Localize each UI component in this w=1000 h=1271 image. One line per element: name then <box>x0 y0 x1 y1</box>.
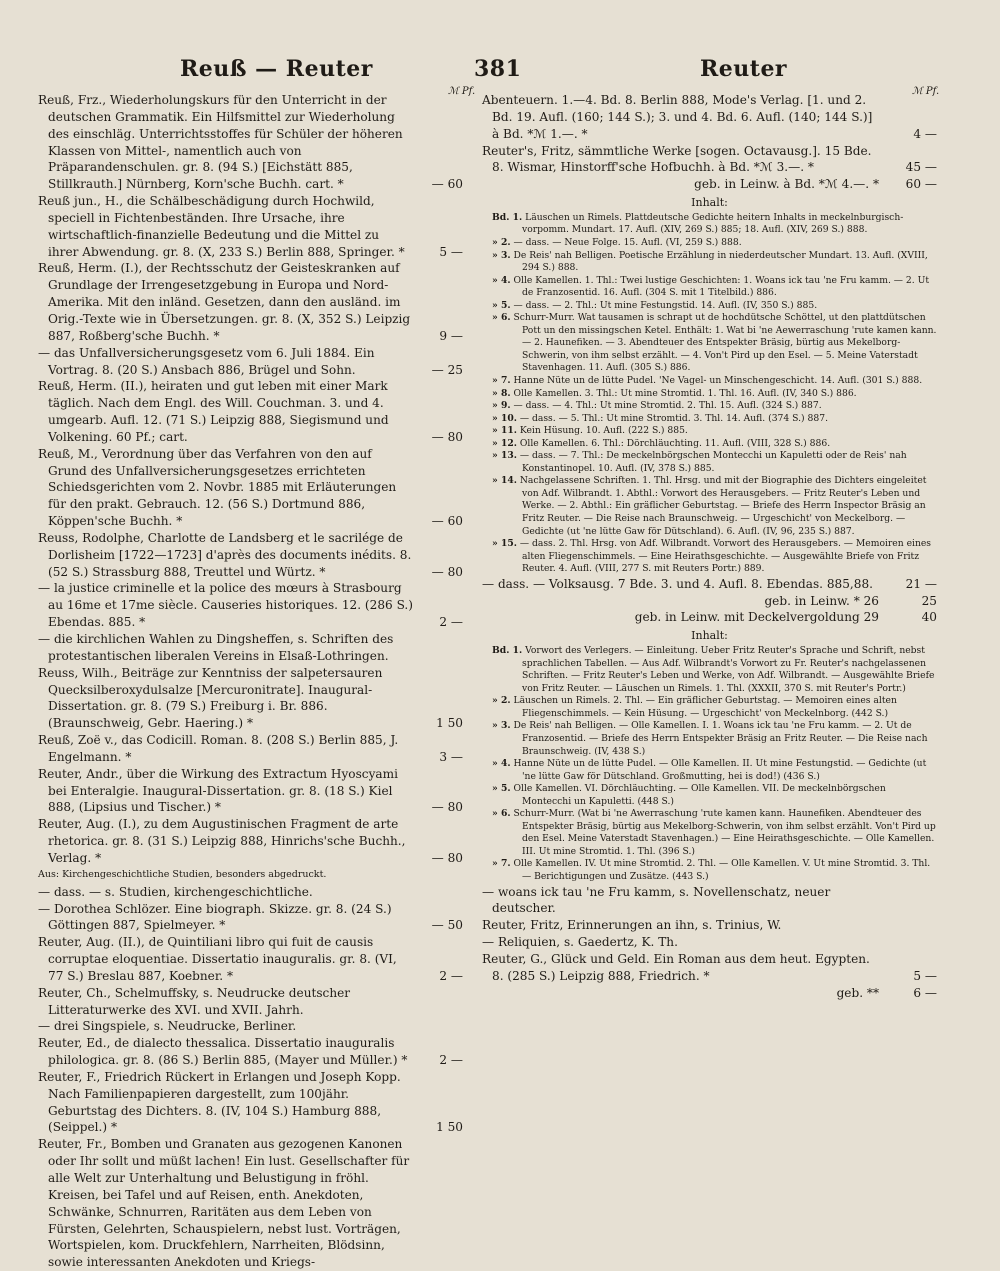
entry: Reuter, Fr., Bomben und Granaten aus gezogenen Kanonen oder Ihr sollt und müßt lachen! Ein lust. Gesellschafter für alle Welt zur Unterhaltung und Belustigung in fröhl. Kreisen, bei Tafel und auf Reisen, enth. Anekdoten, Schwänke, Schnurren, Raritäten aus dem Leben von Fürsten, Gelehrten, Schauspielern, nebst lust. Vorträgen, Wortspielen, kom. Druckfehlern, Narrheiten, Blödsinn, sowie interessanten Anekdoten und Kriegs- <box>38 1137 410 1270</box>
price: 45 — <box>905 160 937 175</box>
price: 1 50 <box>436 1120 463 1135</box>
entry: Reuß jun., H., die Schälbeschädigung durch Hochwild, speciell in Fichtenbeständen. Ihre Ursache, ihre wirtschaftlich-finanzielle Bedeutung und die Mittel zu ihrer Abwendung. gr. 8. (X, 233 S.) Berlin 888, Springer. * 5 — <box>38 194 463 259</box>
entry: Reuter's, Fritz, sämmtliche Werke [sogen. Octavausg.]. 15 Bde. 8. Wismar, Hinstorff'sche Hofbuchh. à Bd. *ℳ 3.—. * 45 — <box>482 143 937 175</box>
volume-item: Bd. 1. Läuschen un Rimels. Plattdeutsche Gedichte heitern Inhalts in meckelnburgisch-vorpomm. Mundart. 17. Aufl. (XIV, 269 S.) 885; 18. Aufl. (XIV, 269 S.) 888. <box>492 211 904 236</box>
volume-item: » 7. Hanne Nüte un de lütte Pudel. 'Ne Vagel- un Minschengeschicht. 14. Aufl. (301 S.) 888. <box>492 375 923 387</box>
price: 40 <box>921 610 937 625</box>
entry: — drei Singspiele, s. Neudrucke, Berliner. <box>38 1019 297 1034</box>
entry: Reuss, Rodolphe, Charlotte de Landsberg et le sacrilége de Dorlisheim [1722—1723] d'après des documents inédits. 8. (52 S.) Strassburg 888, Treuttel und Würtz. * — 80 <box>38 530 463 579</box>
entry: Reuter, Andr., über die Wirkung des Extractum Hyoscyami bei Enteralgie. Inaugural-Dissertation. gr. 8. (18 S.) Kiel 888, (Lipsius und Tischer.) * — 80 <box>38 766 463 815</box>
entry: Reuter, Ch., Schelmuffsky, s. Neudrucke deutscher Litteraturwerke des XVI. und XVII. Jahrh. <box>38 985 351 1017</box>
contents-heading: Inhalt: <box>691 196 728 210</box>
volume-item: » 10. — dass. — 5. Thl.: Ut mine Stromtid. 3. Thl. 14. Aufl. (374 S.) 887. <box>492 412 829 424</box>
price: 1 50 <box>436 716 463 731</box>
left-column <box>38 92 463 1271</box>
volume-item: » 15. — dass. 2. Thl. Hrsg. von Adf. Wilbrandt. Vorwort des Herausgebers. — Memoiren eines alten Fliegenschimmels. — Eine Heirathsgeschichte. — Ausgewählte Briefe von Fritz Reuter. 4. Aufl. (VIII, 277 S. mit Reuters Portr.) 889. <box>492 538 932 575</box>
price: 60 — <box>905 177 937 192</box>
entry: geb. in Leinw. à Bd. *ℳ 4.—. * 60 — <box>694 177 937 192</box>
volume-item: » 2. — dass. — Neue Folge. 15. Aufl. (VI, 259 S.) 888. <box>492 237 742 248</box>
entry: — la justice criminelle et la police des mœurs à Strasbourg au 16me et 17me siècle. Causeries historiques. 12. (286 S.) Ebendas. 885. * 2 — <box>38 581 463 630</box>
contents-heading: Inhalt: <box>691 629 728 643</box>
price: 3 — <box>439 749 463 764</box>
entry: geb. in Leinw. * 26 25 <box>764 593 937 608</box>
price: — 80 <box>431 564 463 579</box>
entry: — das Unfallversicherungsgesetz vom 6. Juli 1884. Ein Vortrag. 8. (20 S.) Ansbach 886, Brügel und Sohn. — 25 <box>38 345 463 377</box>
entry: Reuß, Frz., Wiederholungskurs für den Unterricht in der deutschen Grammatik. Ein Hilfsmittel zur Wiederholung des einschläg. Unterrichtsstoffes für Schüler der höheren Klassen von Mittel-, namentlich auch von Präparandenschulen. gr. 8. (94 S.) [Eichstätt 885, Stillkrauth.] Nürnberg, Korn'sche Buchh. cart. * — 60 <box>38 93 463 192</box>
entry: — woans ick tau 'ne Fru kamm, s. Novellenschatz, neuer deutscher. <box>482 884 831 916</box>
right-column <box>482 92 937 1001</box>
price: 2 — <box>439 615 463 630</box>
entry: Reuter, Aug. (II.), de Quintiliani libro qui fuit de causis corruptae eloquentiae. Dissertatio inauguralis. gr. 8. (VI, 77 S.) Breslau 887, Koebner. * 2 — <box>38 935 463 983</box>
currency-header-left: ℳ Pf. <box>448 86 476 97</box>
volume-item: » 14. Nachgelassene Schriften. 1. Thl. Hrsg. und mit der Biographie des Dichters eingeleitet von Adf. Wilbrandt. 1. Abthl.: Vorwort des Herausgebers. — Fritz Reuter's Leben und Werke. — 2. Abthl.: Ein gräflicher Geburtstag. — Briefe des Herrn Inspector Bräsig an Fritz Reuter. — Die Reise nach Braunschweig. — Urgeschicht' von Meckelborg. — Gedichte (ut 'ne lütte Gaw för Dütschland). 6. Aufl. (IV, 96, 235 S.) 887. <box>492 475 927 537</box>
price: 5 — <box>439 244 463 259</box>
price: — 50 <box>431 918 463 933</box>
entry: Reuter, Fritz, Erinnerungen an ihn, s. Trinius, W. <box>482 918 782 933</box>
entry-note: Aus: Kirchengeschichtliche Studien, besonders abgedruckt. <box>38 868 327 880</box>
entry: — Reliquien, s. Gaedertz, K. Th. <box>482 935 678 950</box>
volume-item: » 7. Olle Kamellen. IV. Ut mine Stromtid. 2. Thl. — Olle Kamellen. V. Ut mine Stromtid. 3. Thl. — Berichtigungen und Zusätze. (443 S.) <box>492 858 931 882</box>
volume-item: Bd. 1. Vorwort des Verlegers. — Einleitung. Ueber Fritz Reuter's Sprache und Schrift, nebst sprachlichen Tabellen. — Aus Adf. Wilbrandt's Vorwort zu Fr. Reuter's nachgelassenen Schriften. — Fritz Reuter's Leben und Werke, von Adf. Wilbrandt. — Ausgewählte Briefe von Fritz Reuter. — Läuschen un Rimels. 1. Thl. (XXXII, 370 S. mit Reuter's Portr.) <box>492 645 935 694</box>
price: — 25 <box>431 362 463 377</box>
volume-item: » 5. Olle Kamellen. VI. Dörchläuchting. — Olle Kamellen. VII. De meckelnbörgschen Montecchi un Kapuletti. (448 S.) <box>492 783 886 807</box>
volume-item: » 6. Schurr-Murr. (Wat bi 'ne Awerraschung 'rute kamen kann. Haunefiken. Abendteuer des Entspekter Bräsig, bürtig aus Mekelborg-Schwerin, von ihm selbst erzählt. Von't Pird up den Esel. Meine Vaterstadt Stavenhagen.) — Eine Heirathsgeschichte. — Olle Kamellen. III. Ut mine Stromtid. 1. Thl. (396 S.) <box>492 808 936 857</box>
entry: Reuß, M., Verordnung über das Verfahren von den auf Grund des Unfallversicherungsgesetzes errichteten Schiedsgerichten vom 2. Novbr. 1885 mit Erläuterungen für den prakt. Gebrauch. 12. (56 S.) Dortmund 886, Köppen'sche Buchh. * — 60 <box>38 446 463 529</box>
entry: geb. in Leinw. mit Deckelvergoldung 29 40 <box>634 610 937 625</box>
entry: geb. ** 6 — <box>836 985 937 1000</box>
currency-header-right: ℳ Pf. <box>912 86 940 97</box>
price: — 80 <box>431 429 463 444</box>
price: 9 — <box>439 328 463 343</box>
entry: — Dorothea Schlözer. Eine biograph. Skizze. gr. 8. (24 S.) Göttingen 887, Spielmeyer. * — 50 <box>38 901 463 933</box>
volume-item: » 8. Olle Kamellen. 3. Thl.: Ut mine Stromtid. 1. Thl. 16. Aufl. (IV, 340 S.) 886. <box>492 387 857 399</box>
volume-item: » 5. — dass. — 2. Thl.: Ut mine Festungstid. 14. Aufl. (IV, 350 S.) 885. <box>492 299 818 311</box>
entry: Reuss, Wilh., Beiträge zur Kenntniss der salpetersauren Quecksilberoxydulsalze [Mercuronitrate]. Inaugural-Dissertation. gr. 8. (79 S.) Freiburg i. Br. 886. (Braunschweig, Gebr. Haering.) * 1 50 <box>38 665 463 731</box>
price: 4 — <box>913 126 937 141</box>
entry: Reuß, Herm. (I.), der Rechtsschutz der Geisteskranken auf Grundlage der Irrengesetzgebung in Europa und Nord-Amerika. Mit den inländ. Gesetzen, dann den ausländ. im Orig.-Texte wie in Übersetzungen. gr. 8. (X, 352 S.) Leipzig 887, Roßberg'sche Buchh. * 9 — <box>38 261 463 343</box>
entry: Reuter, Ed., de dialecto thessalica. Dissertatio inauguralis philologica. gr. 8. (86 S.) Berlin 885, (Mayer und Müller.) * 2 — <box>38 1036 463 1068</box>
entry: Reuß, Herm. (II.), heiraten und gut leben mit einer Mark täglich. Nach dem Engl. des Will. Couchman. 3. und 4. umgearb. Aufl. 12. (71 S.) Leipzig 888, Siegismund und Volkening. 60 Pf.; cart. — 80 <box>38 379 463 444</box>
volume-item: » 3. De Reis' nah Belligen. Poetische Erzählung in niederdeutscher Mundart. 13. Aufl. (XVIII, 294 S.) 888. <box>492 249 928 274</box>
volume-item: » 9. — dass. — 4. Thl.: Ut mine Stromtid. 2. Thl. 15. Aufl. (324 S.) 887. <box>492 400 822 412</box>
volume-item: » 3. De Reis' nah Belligen. — Olle Kamellen. I. 1. Woans ick tau 'ne Fru kamm. — 2. Ut de Franzosentid. — Briefe des Herrn Entspekter Bräsig an Fritz Reuter. — Die Reise nach Braunschweig. (IV, 438 S.) <box>492 720 928 757</box>
price: 21 — <box>905 576 937 591</box>
volume-item: » 6. Schurr-Murr. Wat tausamen is schrapt ut de hochdütsche Schöttel, ut den plattdütschen Pott un den missingschen Ketel. Enthält: 1. Wat bi 'ne Aewerraschung 'rute kamen kann. — 2. Haunefiken. — 3. Abendteuer des Entspekter Bräsig, bürtig aus Mekelborg-Schwerin, von ihm selbst erzählt. — 4. Von't Pird up den Esel. — 5. Meine Vaterstadt Stavenhagen. 11. Aufl. (305 S.) 886. <box>492 312 937 374</box>
volume-item: » 4. Olle Kamellen. 1. Thl.: Twei lustige Geschichten: 1. Woans ick tau 'ne Fru kamm. — 2. Ut de Franzosentid. 16. Aufl. (304 S. mit 1 Titelbild.) 886. <box>492 274 930 299</box>
volume-item: » 12. Olle Kamellen. 6. Thl.: Dörchläuchting. 11. Aufl. (VIII, 328 S.) 886. <box>492 437 831 449</box>
price: — 60 <box>431 514 463 529</box>
page-number: 381 <box>474 56 522 82</box>
entry: — dass. — s. Studien, kirchengeschichtliche. <box>38 884 313 899</box>
price: — 60 <box>431 177 463 192</box>
price: 6 — <box>913 985 937 1000</box>
price: 2 — <box>439 968 463 983</box>
running-head-right: Reuter <box>700 56 788 82</box>
entry: — die kirchlichen Wahlen zu Dingsheffen, s. Schriften des protestantischen liberalen Vereins in Elsaß-Lothringen. <box>38 632 394 663</box>
entry: Reuter, Aug. (I.), zu dem Augustinischen Fragment de arte rhetorica. gr. 8. (31 S.) Leipzig 888, Hinrichs'sche Buchh., Verlag. * — 80 <box>38 817 463 865</box>
volume-item: » 11. Kein Hüsung. 10. Aufl. (222 S.) 885. <box>492 425 688 437</box>
price: 2 — <box>439 1053 463 1068</box>
running-head-left: Reuß — Reuter <box>180 56 373 82</box>
volume-item: » 13. — dass. — 7. Thl.: De meckelnbörgschen Montecchi un Kapuletti oder de Reis' nah Konstantinopel. 10. Aufl. (IV, 378 S.) 885. <box>492 450 907 474</box>
volume-item: » 4. Hanne Nüte un de lütte Pudel. — Olle Kamellen. II. Ut mine Festungstid. — Gedichte (ut 'ne lütte Gaw för Dütschland. Großmutting, hei is dod!) (436 S.) <box>492 758 927 782</box>
price: 25 <box>921 593 937 608</box>
volume-item: » 2. Läuschen un Rimels. 2. Thl. — Ein gräflicher Geburtstag. — Memoiren eines alten Fliegenschimmels. — Kein Hüsung. — Urgeschicht' von Meckelnborg. (442 S.) <box>492 695 897 719</box>
price: 5 — <box>913 968 937 983</box>
price: — 80 <box>431 800 463 815</box>
entry: Reuß, Zoë v., das Codicill. Roman. 8. (208 S.) Berlin 885, J. Engelmann. * 3 — <box>38 733 463 764</box>
entry: Abenteuern. 1.—4. Bd. 8. Berlin 888, Mode's Verlag. [1. und 2. Bd. 19. Aufl. (160; 144 S.); 3. und 4. Bd. 6. Aufl. (140; 144 S.)] à Bd. *ℳ 1.—. * 4 — <box>482 93 937 141</box>
entry: Reuter, F., Friedrich Rückert in Erlangen und Joseph Kopp. Nach Familienpapieren dargestellt, zum 100jähr. Geburtstag des Dichters. 8. (IV, 104 S.) Hamburg 888, (Seippel.) * 1 50 <box>38 1069 463 1135</box>
entry: Reuter, G., Glück und Geld. Ein Roman aus dem heut. Egypten. 8. (285 S.) Leipzig 888, Friedrich. * 5 — <box>482 951 937 983</box>
price: — 80 <box>431 850 463 865</box>
entry: — dass. — Volksausg. 7 Bde. 3. und 4. Aufl. 8. Ebendas. 885,88. 21 — <box>482 576 937 591</box>
